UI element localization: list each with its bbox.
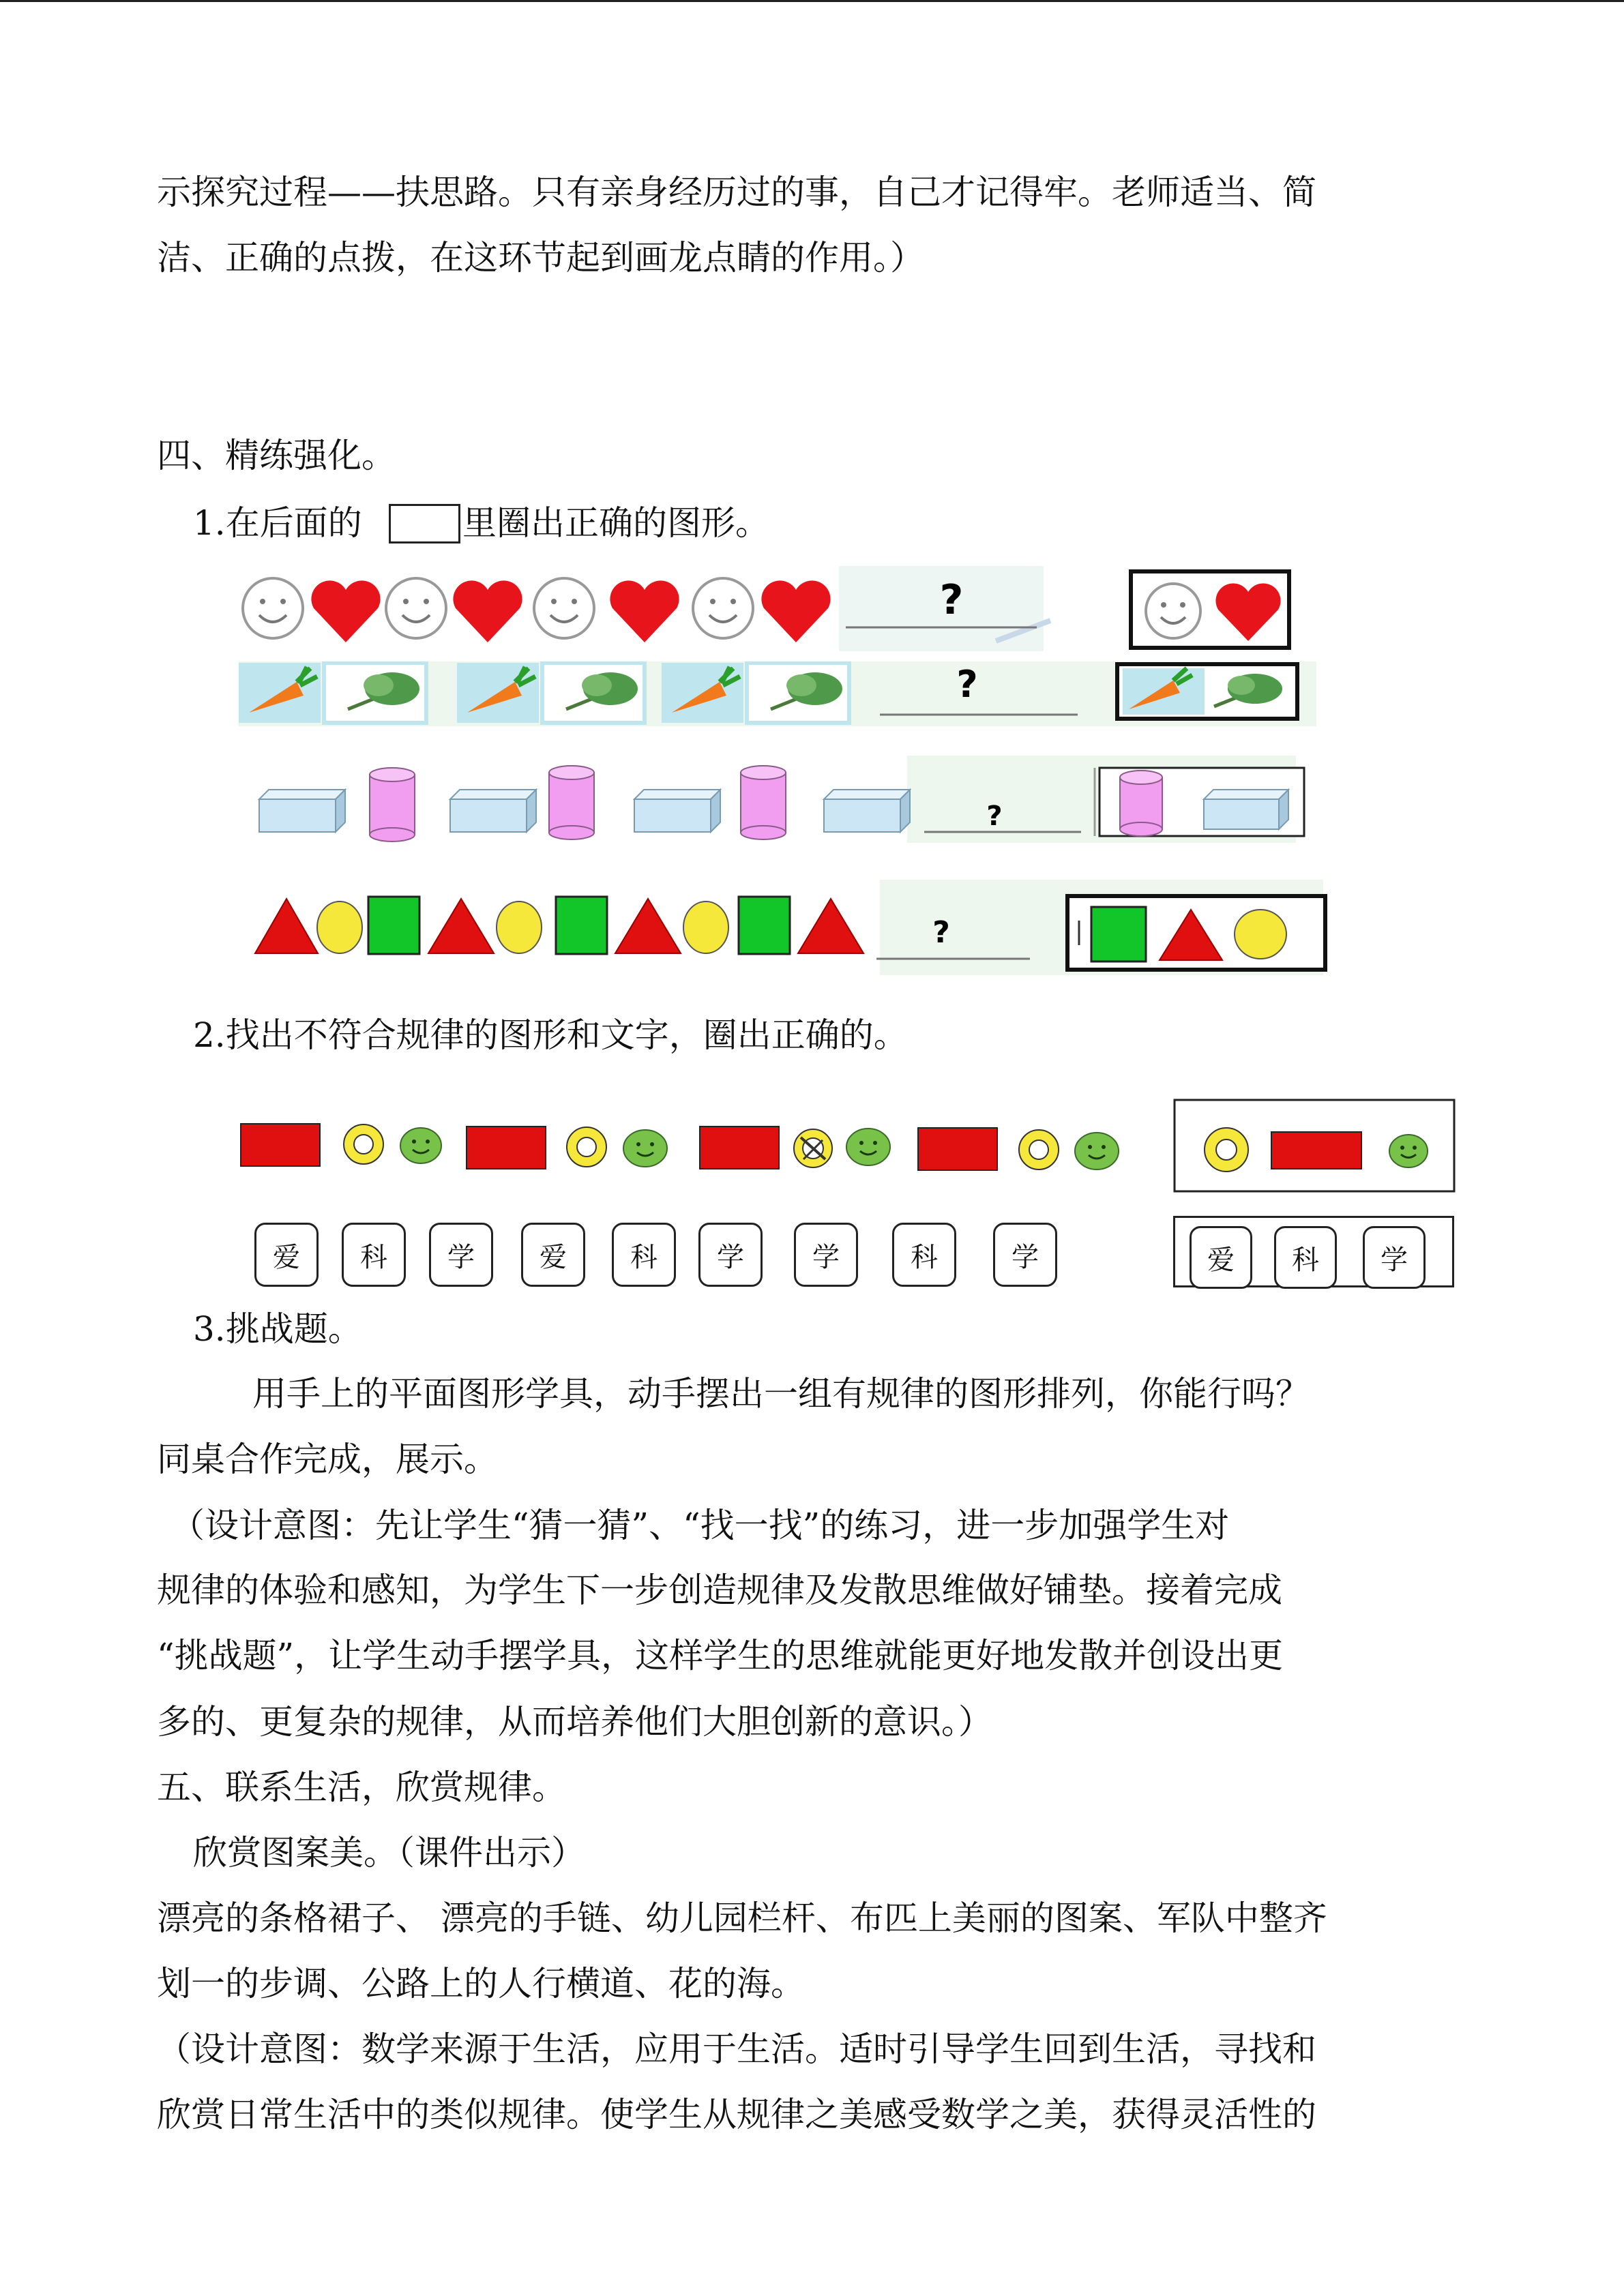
cuboid-shape: [824, 790, 910, 832]
question-3-title: 3.挑战题。: [193, 1309, 362, 1349]
smiley-face: [243, 578, 303, 638]
green-face: [1389, 1135, 1428, 1167]
red-rectangle: [467, 1127, 546, 1169]
exercise1-row-faces-hearts: [232, 566, 1296, 655]
char-card: 学: [794, 1223, 858, 1287]
paragraph-line: 用手上的平面图形学具，动手摆出一组有规律的图形排列，你能行吗？: [252, 1374, 1310, 1414]
paragraph-line: 欣赏图案美。（课件出示）: [193, 1833, 585, 1873]
paragraph-line: 漂亮的条格裙子、 漂亮的手链、幼儿园栏杆、布匹上美丽的图案、军队中整齐: [157, 1898, 1327, 1938]
smiley-face: [386, 578, 446, 638]
heart-shape: [453, 580, 522, 642]
cuboid-shape: [450, 790, 536, 832]
cylinder-shape: [1120, 771, 1162, 836]
circle-shape: [1235, 910, 1286, 959]
paragraph-line: 多的、更复杂的规律，从而培养他们大胆创新的意识。）: [157, 1702, 992, 1742]
exercise2-shape-row: [239, 1098, 1466, 1193]
char-card: 科: [892, 1223, 956, 1287]
paragraph-line: 欣赏日常生活中的类似规律。使学生从规律之美感受数学之美，获得灵活性的: [157, 2095, 1316, 2134]
paragraph-line: “挑战题”，让学生动手摆学具，这样学生的思维就能更好地发散并创设出更: [157, 1636, 1284, 1675]
square-shape: [739, 897, 790, 954]
paragraph-line: 规律的体验和感知，为学生下一步创造规律及发散思维做好铺垫。接着完成: [157, 1570, 1282, 1610]
exercise1-row-shapes: [252, 880, 1330, 975]
cuboid-shape: [634, 790, 720, 832]
circle-shape: [683, 901, 728, 953]
paragraph-line: （设计意图：先让学生“猜一猜”、“找一找”的练习，进一步加强学生对: [171, 1506, 1230, 1545]
question-mark: ?: [986, 801, 1003, 832]
triangle-shape: [428, 899, 494, 953]
cuboid-shape: [1204, 790, 1288, 829]
paragraph-line: （设计意图：数学来源于生活，应用于生活。适时引导学生回到生活，寻找和: [157, 2029, 1316, 2069]
smiley-face: [693, 578, 753, 638]
question-1-suffix: 里圈出正确的图形。: [462, 503, 769, 543]
cylinder-shape: [370, 768, 415, 841]
exercise1-row-cuboids-cylinders: [252, 756, 1323, 844]
char-card: 爱: [254, 1223, 319, 1287]
heart-shape: [610, 580, 679, 642]
circle-shape: [317, 901, 362, 953]
question-mark: ?: [939, 576, 964, 624]
yellow-ring: [1205, 1128, 1248, 1172]
red-rectangle: [918, 1128, 997, 1170]
paragraph-line: 划一的步调、公路上的人行横道、花的海。: [157, 1964, 805, 2003]
yellow-ring: [1019, 1130, 1059, 1169]
char-card: 科: [612, 1223, 676, 1287]
char-card: 科: [1274, 1226, 1337, 1289]
heart-shape: [761, 580, 830, 642]
red-rectangle: [700, 1127, 779, 1169]
paragraph-line: 示探究过程——扶思路。只有亲身经历过的事，自己才记得牢。老师适当、简: [157, 173, 1316, 212]
smiley-face: [534, 578, 594, 638]
char-card: 学: [993, 1223, 1057, 1287]
square-shape: [556, 897, 607, 954]
red-rectangle: [241, 1124, 320, 1166]
question-mark: ?: [932, 915, 950, 950]
circle-shape: [497, 901, 542, 953]
section-title: 四、精练强化。: [157, 436, 396, 475]
paragraph-line: 同桌合作完成，展示。: [157, 1440, 498, 1479]
yellow-ring: [344, 1124, 383, 1164]
cylinder-shape: [741, 766, 786, 839]
yellow-ring: [567, 1127, 606, 1167]
paragraph-line: 洁、正确的点拨，在这环节起到画龙点睛的作用。）: [157, 238, 924, 278]
red-rectangle: [1271, 1132, 1361, 1169]
char-card: 学: [698, 1223, 763, 1287]
page-top-border: [0, 0, 1624, 2]
question-mark: ?: [956, 663, 978, 706]
char-card: 科: [342, 1223, 406, 1287]
cuboid-shape: [259, 790, 345, 832]
char-card: 学: [1363, 1226, 1426, 1289]
green-face: [846, 1129, 890, 1165]
char-card: 学: [429, 1223, 493, 1287]
inline-answer-box: [389, 504, 460, 543]
question-2-title: 2.找出不符合规律的图形和文字，圈出正确的。: [193, 1015, 908, 1055]
exercise1-row-carrots-greens: [239, 661, 1316, 730]
char-card: 爱: [521, 1223, 585, 1287]
triangle-shape: [255, 899, 318, 953]
crossed-ring: [794, 1129, 832, 1167]
char-card: 爱: [1190, 1226, 1252, 1289]
square-shape: [368, 897, 419, 954]
section-title: 五、联系生活，欣赏规律。: [157, 1768, 566, 1807]
heart-shape: [311, 580, 380, 642]
question-1-prefix: 1.在后面的: [193, 503, 362, 543]
triangle-shape: [798, 899, 863, 953]
green-face: [623, 1130, 667, 1167]
cylinder-shape: [549, 766, 594, 839]
green-face: [400, 1128, 441, 1163]
triangle-shape: [615, 899, 681, 953]
smiley-face: [1146, 584, 1200, 638]
square-shape: [1091, 907, 1146, 961]
green-face: [1075, 1133, 1119, 1169]
